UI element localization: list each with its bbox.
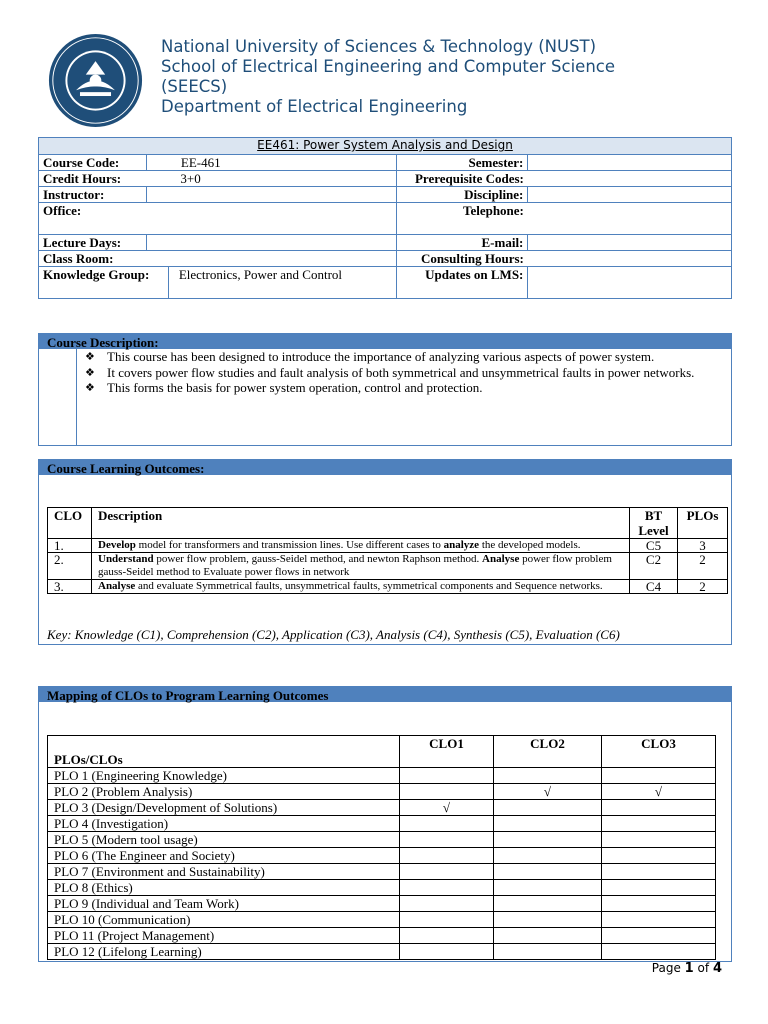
diamond-bullet-icon: ❖: [85, 365, 95, 379]
clo-section: [38, 459, 732, 645]
course-description-body: [76, 349, 731, 445]
telephone-label: Telephone:: [396, 203, 528, 235]
diamond-bullet-icon: ❖: [85, 381, 95, 394]
clo-plo-mapping-section: [38, 686, 732, 962]
table-row: PLO 12 (Lifelong Learning): [48, 944, 716, 960]
class-room-value: [146, 251, 396, 267]
school-abbrev: (SEECS): [161, 77, 228, 96]
table-row: PLO 10 (Communication): [48, 912, 716, 928]
table-row: PLO 5 (Modern tool usage): [48, 832, 716, 848]
email-label: E-mail:: [396, 235, 528, 251]
knowledge-group-label: Knowledge Group:: [39, 267, 169, 299]
course-info-table: [38, 137, 732, 299]
clo-heading: Course Learning Outcomes:: [38, 459, 732, 475]
course-description-heading: Course Description:: [38, 333, 732, 349]
semester-value: [528, 155, 732, 171]
lecture-days-label: Lecture Days:: [39, 235, 147, 251]
list-item: ❖ This course has been designed to introduce the importance of analyzing various aspects of power system.: [85, 349, 655, 364]
knowledge-group-value: Electronics, Power and Control: [168, 267, 396, 299]
table-row: 3. Analyse and evaluate Symmetrical faults, unsymmetrical faults, symmetrical components and Sequence networks. C4 2: [48, 580, 728, 594]
clo-table: [47, 507, 728, 594]
course-description-section: [38, 333, 732, 446]
prerequisite-value: [528, 171, 732, 187]
bloom-taxonomy-key: Key: Knowledge (C1), Comprehension (C2), Application (C3), Analysis (C4), Synthesis (C5), Evaluation (C6): [47, 627, 620, 642]
school-name: School of Electrical Engineering and Computer Science: [161, 57, 616, 76]
table-row: 2. Understand power flow problem, gauss-Seidel method, and newton Raphson method. Analyse power flow problem gauss-Seidel method to Evaluate power flows in network C2 2: [48, 553, 728, 580]
credit-hours-value: 3+0: [146, 171, 396, 187]
clo2-col-header: CLO2: [494, 736, 602, 768]
discipline-label: Discipline:: [396, 187, 528, 203]
clo1-col-header: CLO1: [400, 736, 494, 768]
clo3-col-header: CLO3: [602, 736, 716, 768]
course-description-panel: [38, 349, 732, 446]
table-row: PLO 6 (The Engineer and Society): [48, 848, 716, 864]
telephone-value: [528, 203, 732, 235]
lms-label: Updates on LMS:: [396, 267, 528, 299]
nust-seal-logo: [47, 32, 144, 129]
office-value: [146, 203, 396, 235]
mapping-heading: Mapping of CLOs to Program Learning Outcomes: [38, 686, 732, 702]
department-name: Department of Electrical Engineering: [161, 97, 468, 116]
diamond-bullet-icon: ❖: [85, 350, 95, 363]
table-row: PLO 1 (Engineering Knowledge): [48, 768, 716, 784]
course-description-list: [77, 349, 731, 396]
consulting-hours-label: Consulting Hours:: [396, 251, 528, 267]
prerequisite-label: Prerequisite Codes:: [396, 171, 528, 187]
list-item: ❖ This forms the basis for power system operation, control and protection.: [85, 380, 483, 395]
mapping-panel: [38, 702, 732, 962]
course-code-label: Course Code:: [39, 155, 147, 171]
clo-panel: [38, 475, 732, 645]
university-name: National University of Sciences & Technology (NUST): [161, 37, 597, 56]
class-room-label: Class Room:: [39, 251, 147, 267]
table-row: PLO 3 (Design/Development of Solutions) √: [48, 800, 716, 816]
credit-hours-label: Credit Hours:: [39, 171, 147, 187]
consulting-hours-value: [528, 251, 732, 267]
lms-value: [528, 267, 732, 299]
table-row: PLO 2 (Problem Analysis) √ √: [48, 784, 716, 800]
semester-label: Semester:: [396, 155, 528, 171]
table-row: PLO 4 (Investigation): [48, 816, 716, 832]
discipline-value: [528, 187, 732, 203]
lecture-days-value: [146, 235, 396, 251]
instructor-label: Instructor:: [39, 187, 147, 203]
course-code-value: EE-461: [146, 155, 396, 171]
table-row: PLO 11 (Project Management): [48, 928, 716, 944]
office-label: Office:: [39, 203, 147, 235]
table-row: 1. Develop model for transformers and transmission lines. Use different cases to analyze the developed models. C5 3: [48, 539, 728, 553]
clo-description: Develop model for transformers and transmission lines. Use different cases to analyze the developed models.: [92, 539, 630, 553]
table-row: PLO 9 (Individual and Team Work): [48, 896, 716, 912]
clo-description: Understand power flow problem, gauss-Seidel method, and newton Raphson method. Analyse power flow problem gauss-Seidel method to Evaluate power flows in network: [92, 553, 630, 580]
description-col-header: Description: [92, 508, 630, 539]
plos-col-header: PLOs: [678, 508, 728, 539]
mapping-table: [47, 735, 716, 960]
document-header: [161, 37, 615, 117]
course-title: EE461: Power System Analysis and Design: [39, 138, 732, 155]
email-value: [528, 235, 732, 251]
plos-clos-corner: PLOs/CLOs: [48, 736, 400, 768]
page-number: Page 1 of 4: [651, 961, 722, 976]
bt-level-col-header: BT Level: [630, 508, 678, 539]
clo-description: Analyse and evaluate Symmetrical faults, unsymmetrical faults, symmetrical components and Sequence networks.: [92, 580, 630, 594]
instructor-value: [146, 187, 396, 203]
clo-col-header: CLO: [48, 508, 92, 539]
list-item: ❖ It covers power flow studies and fault analysis of both symmetrical and unsymmetrical faults in power networks.: [85, 364, 695, 380]
table-row: PLO 8 (Ethics): [48, 880, 716, 896]
table-row: PLO 7 (Environment and Sustainability): [48, 864, 716, 880]
